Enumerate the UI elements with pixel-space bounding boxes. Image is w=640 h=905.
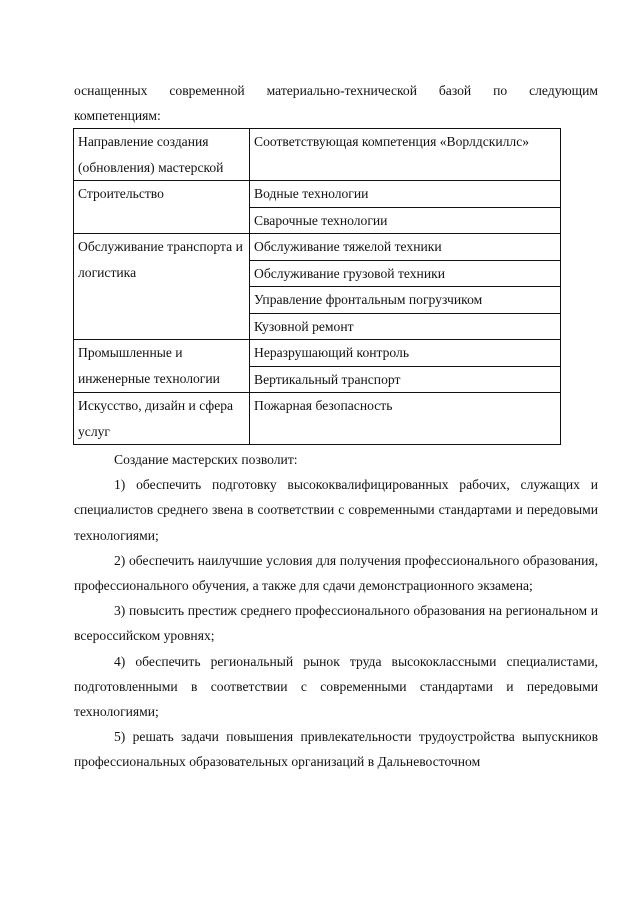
- competency-cell: Водные технологии: [250, 181, 561, 208]
- competency-table: [73, 128, 561, 445]
- table-header-row: [74, 129, 561, 181]
- competency-cell: Вертикальный транспорт: [250, 366, 561, 393]
- list-item: 3) повысить престиж среднего профессионального образования на региональном и всероссийском уровнях;: [74, 603, 598, 644]
- table-row: [74, 234, 561, 261]
- table-row: [74, 340, 561, 367]
- direction-cell: Искусство, дизайн и сфера услуг: [74, 393, 250, 445]
- intro-line-2: компетенциям:: [74, 108, 161, 123]
- competency-cell: Управление фронтальным погрузчиком: [250, 287, 561, 314]
- table-row: [74, 181, 561, 208]
- direction-cell: Строительство: [74, 181, 250, 234]
- competency-cell: Обслуживание грузовой техники: [250, 260, 561, 287]
- body-lead: Создание мастерских позволит:: [114, 452, 298, 467]
- competency-cell: Пожарная безопасность: [250, 393, 561, 445]
- direction-cell: Промышленные и инженерные технологии: [74, 340, 250, 393]
- list-item: 5) решать задачи повышения привлекательности трудоустройства выпускников профессиональных образовательных организаций в Дальневосточном: [74, 729, 598, 770]
- body-text: [74, 447, 598, 775]
- intro-paragraph: [74, 78, 598, 128]
- header-direction: Направление создания (обновления) мастерской: [74, 129, 250, 181]
- competency-cell: Неразрушающий контроль: [250, 340, 561, 367]
- competency-cell: Сварочные технологии: [250, 207, 561, 234]
- table-row: [74, 393, 561, 445]
- direction-cell: Обслуживание транспорта и логистика: [74, 234, 250, 340]
- list-item: 2) обеспечить наилучшие условия для получения профессионального образования, профессионального обучения, а также для сдачи демонстрационного экзамена;: [74, 552, 598, 594]
- competency-cell: Обслуживание тяжелой техники: [250, 234, 561, 261]
- list-item: 4) обеспечить региональный рынок труда высококлассными специалистами, подготовленными в соответствии с современными стандартами и передовыми технологиями;: [74, 653, 598, 720]
- competency-cell: Кузовной ремонт: [250, 313, 561, 340]
- list-item: 1) обеспечить подготовку высококвалифицированных рабочих, служащих и специалистов среднего звена в соответствии с современными стандартами и передовыми технологиями;: [74, 477, 598, 543]
- header-competency: Соответствующая компетенция «Ворлдскиллс»: [250, 129, 561, 181]
- intro-line-1: оснащенных современной материально-технической базой по следующим: [74, 83, 598, 98]
